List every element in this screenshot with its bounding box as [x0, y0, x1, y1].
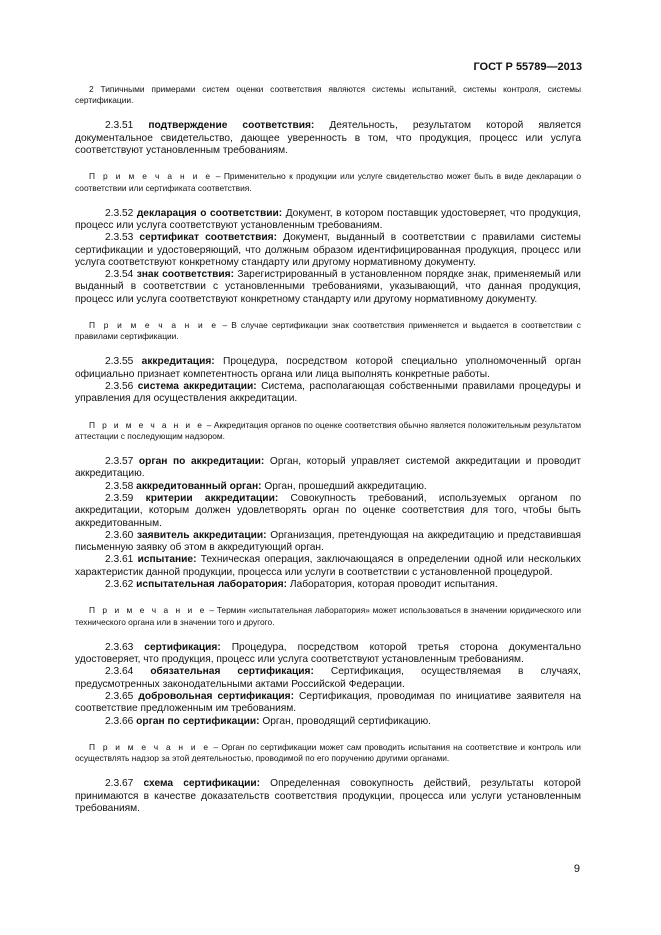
- term-definition: [75, 120, 581, 157]
- term-name: аккредитация:: [141, 356, 215, 368]
- term-definition: [75, 642, 581, 667]
- term-name: аккредитованный орган:: [136, 480, 262, 492]
- term-number: 2.3.53: [105, 232, 140, 244]
- term-name: добровольная сертификация:: [138, 690, 294, 702]
- term-name: испытательная лаборатория:: [136, 579, 288, 591]
- term-definition: [75, 554, 581, 579]
- term-number: 2.3.57: [105, 456, 139, 468]
- term-text: Сертификация, осуществляемая в случаях, предусмотренных законодательными актами Российской Федерации.: [75, 666, 581, 690]
- term-number: 2.3.66: [105, 715, 137, 727]
- term-number: 2.3.65: [105, 690, 139, 702]
- term-number: 2.3.61: [105, 554, 138, 566]
- term-number: 2.3.52: [105, 207, 137, 219]
- term-definition: [75, 579, 581, 591]
- term-number: 2.3.56: [105, 381, 138, 393]
- spacer: [75, 728, 581, 742]
- spacer: [75, 157, 581, 171]
- spacer: [75, 764, 581, 778]
- spacer: [75, 194, 581, 208]
- spacer: [75, 106, 581, 120]
- term-name: орган по сертификации:: [136, 715, 260, 727]
- page-number: 9: [573, 863, 580, 875]
- term-name: испытание:: [137, 554, 197, 566]
- term-number: 2.3.67: [105, 778, 144, 790]
- term-text: Документ, выданный в соответствии с правилами системы сертификации и удостоверяющий, что должным образом идентифицированная продукция, процесс или услуга соответствуют конкретному стандарту или другому нормативному документу.: [75, 232, 582, 268]
- note: [75, 171, 581, 193]
- note-label: П р и м е ч а н и е: [89, 419, 205, 430]
- term-text: Орган, который управляет системой аккредитации и проводит аккредитацию.: [75, 456, 581, 480]
- note: [75, 605, 581, 627]
- spacer: [75, 406, 581, 420]
- term-name: схема сертификации:: [143, 778, 261, 790]
- term-text: Сертификация, проводимая по инициативе заявителя на соответствие предложенным им требованиям.: [75, 690, 581, 715]
- term-name: заявитель аккредитации:: [137, 529, 267, 541]
- note-text: – Аккредитация органов по оценке соответствия обычно является положительным результатом аттестации с последующим надзором.: [75, 419, 581, 441]
- term-definition: [75, 716, 581, 728]
- spacer: [75, 442, 581, 456]
- term-name: знак соответствия:: [136, 269, 234, 281]
- term-definition: [75, 232, 581, 269]
- term-definition: [75, 493, 581, 530]
- term-definition: [75, 456, 581, 481]
- term-definition: [75, 778, 581, 815]
- term-name: подтверждение соответствия:: [148, 120, 315, 132]
- term-definition: [75, 691, 581, 716]
- term-name: система аккредитации:: [137, 381, 257, 393]
- term-number: 2.3.58: [105, 480, 137, 492]
- term-text: Определенная совокупность действий, результаты которой принимаются в качестве доказательств соответствия продукции, процесса или услуги установленным требованиям.: [75, 778, 582, 814]
- note: [75, 320, 581, 342]
- term-text: Орган, прошедший аккредитацию.: [261, 480, 427, 492]
- note: [75, 84, 581, 106]
- standard-designation: ГОСТ Р 55789—2013: [473, 61, 582, 73]
- term-number: 2.3.60: [105, 529, 138, 541]
- term-definition: [75, 666, 581, 691]
- term-number: 2.3.62: [105, 579, 137, 591]
- term-definition: [75, 356, 581, 381]
- term-definition: [75, 208, 581, 233]
- term-number: 2.3.55: [105, 356, 142, 368]
- term-name: критерии аккредитации:: [145, 492, 279, 504]
- term-definition: [75, 269, 581, 306]
- term-text: Зарегистрированный в установленном порядке знак, применяемый или выданный в соответствии с установленными требованиями, указывающий, что данная продукция, процесс или услуга соответствуют конкретному стандарту или другому нормативному документу.: [75, 269, 581, 305]
- term-text: Деятельность, результатом которой является документальное свидетельство, дающее уверенность в том, что продукция, процесс или услуга соответствуют установленным требованиям.: [75, 120, 582, 156]
- spacer: [75, 342, 581, 356]
- term-text: Процедура, посредством которой специально уполномоченный орган официально признает компетентность органа или лица выполнять конкретные работы.: [75, 356, 582, 380]
- note: [75, 420, 581, 442]
- note-text: – Орган по сертификации может сам проводить испытания на соответствие и контроль или осуществлять надзор за этой деятельностью, проводимой по его поручению другими органами.: [75, 741, 581, 764]
- term-name: сертификация:: [144, 641, 221, 653]
- note-label: П р и м е ч а н и е: [89, 320, 219, 331]
- note: [75, 742, 581, 764]
- spacer: [75, 628, 581, 642]
- term-name: орган по аккредитации:: [138, 456, 265, 468]
- term-definition: [75, 481, 581, 493]
- term-text: Орган, проводящий сертификацию.: [259, 715, 431, 727]
- spacer: [75, 306, 581, 320]
- term-name: декларация о соответствии:: [136, 207, 283, 219]
- note-label: П р и м е ч а н и е: [89, 171, 213, 182]
- term-number: 2.3.63: [105, 641, 145, 653]
- term-text: Система, располагающая собственными правилами процедуры и управления для осуществления аккредитации.: [75, 381, 581, 405]
- term-number: 2.3.64: [105, 666, 151, 678]
- note-label: П р и м е ч а н и е: [89, 741, 211, 752]
- term-text: Документ, в котором поставщик удостоверяет, что продукция, процесс или услуга соответствуют установленным требованиям.: [75, 207, 581, 231]
- term-text: Процедура, посредством которой третья сторона документально удостоверяет, что продукция, процесс или услуга соответствуют установленным требованиям.: [75, 641, 581, 666]
- term-name: сертификат соответствия:: [139, 232, 277, 244]
- term-number: 2.3.51: [105, 120, 149, 132]
- term-name: обязательная сертификация:: [150, 666, 314, 678]
- term-number: 2.3.59: [105, 492, 146, 504]
- note-text: 2 Типичными примерами систем оценки соответствия являются системы испытаний, системы контроля, системы сертификации.: [75, 84, 581, 106]
- term-number: 2.3.54: [105, 269, 137, 281]
- note-label: П р и м е ч а н и е: [89, 605, 207, 616]
- term-definition: [75, 381, 581, 406]
- note-text: – Применительно к продукции или услуге свидетельство может быть в виде декларации о соответствии или сертификата соответствия.: [75, 171, 581, 193]
- term-text: Лаборатория, которая проводит испытания.: [287, 579, 498, 591]
- note-text: – Термин «испытательная лаборатория» может использоваться в значении юридического или технического органа или в значении того и другого.: [75, 605, 581, 627]
- spacer: [75, 591, 581, 605]
- document-body: [75, 84, 581, 815]
- term-definition: [75, 530, 581, 555]
- term-text: Совокупность требований, используемых органом по аккредитации, которым должен удовлетворять орган по оценке соответствия для того, чтобы быть аккредитованным.: [75, 492, 582, 529]
- term-text: Техническая операция, заключающаяся в определении одной или нескольких характеристик данной продукции, процесса или услуги в соответствии с установленной процедурой.: [75, 554, 582, 578]
- note-text: – В случае сертификации знак соответствия применяется и выдается в соответствии с правилами сертификации.: [75, 320, 581, 342]
- term-text: Организация, претендующая на аккредитацию и представившая письменную заявку об этом в аккредитующий орган.: [75, 529, 582, 554]
